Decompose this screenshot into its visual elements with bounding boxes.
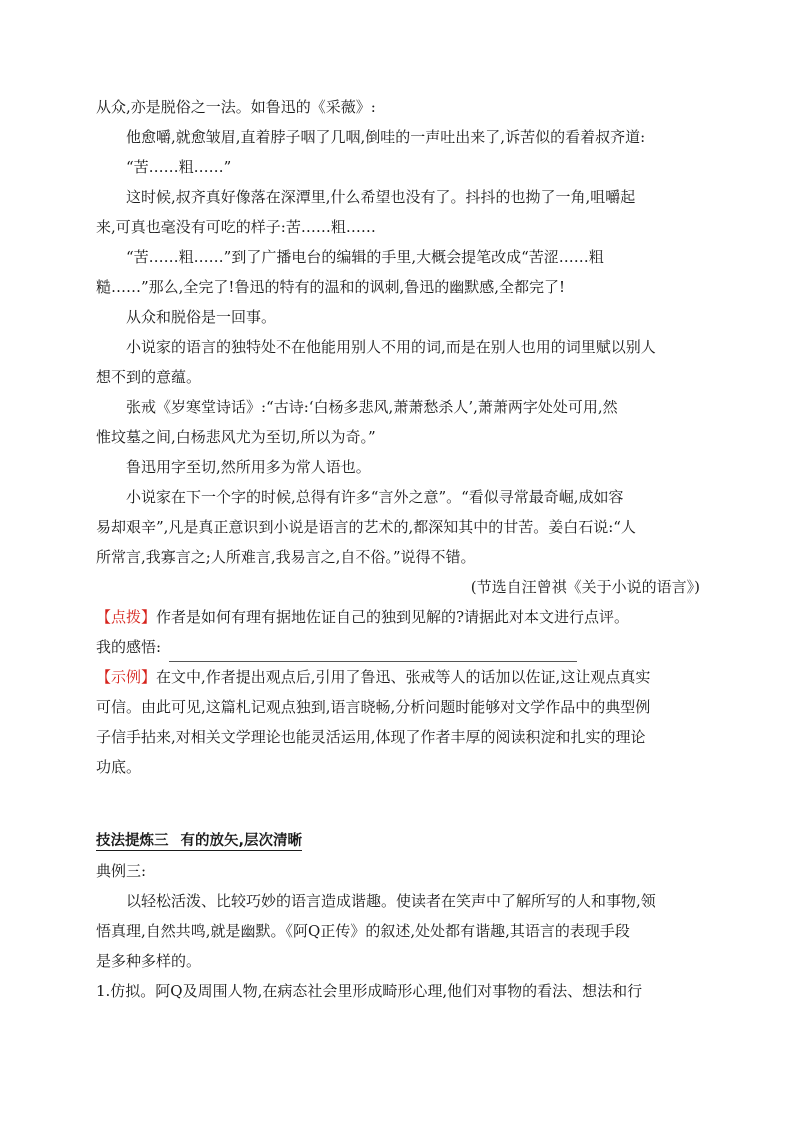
paragraph-line: 所常言,我寡言之;人所难言,我易言之,自不俗。”说得不错。 [96,548,476,566]
reflection-line [96,632,700,662]
tip-label: 【点拨】 [96,608,157,626]
paragraph-line: 从众和脱俗是一回事。 [126,308,277,326]
paragraph-line: 糙……”那么,全完了!鲁迅的特有的温和的讽刺,鲁迅的幽默感,全都完了! [96,278,566,296]
example-label: 【示例】 [96,668,157,686]
example-text: 在文中,作者提出观点后,引用了鲁迅、张戒等人的话加以佐证,这让观点真实 [156,668,651,686]
list-item: 1.仿拟。阿Q及周围人物,在病态社会里形成畸形心理,他们对事物的看法、想法和行 [96,982,643,1000]
example-line: 可信。由此可见,这篇札记观点独到,语言晓畅,分析问题时能够对文学作品中的典型例 [96,698,651,716]
quote-line: 他愈嚼,就愈皱眉,直着脖子咽了几咽,倒哇的一声吐出来了,诉苦似的看着叔齐道: [126,128,646,146]
reflection-answer-blank[interactable] [169,643,577,662]
section-spacer [96,782,700,826]
tip-line [96,602,700,632]
case-line: 是多种多样的。 [96,952,202,970]
paragraph-line: 从众,亦是脱俗之一法。如鲁迅的《采薇》: [96,98,376,116]
paragraph-line: 张戒《岁寒堂诗话》:“古诗:‘白杨多悲风,萧萧愁杀人’,萧萧两字处处可用,然 [126,398,618,416]
section-heading-part-a: 技法提炼三 [96,833,169,849]
case-line: 以轻松活泼、比较巧妙的语言造成谐趣。使读者在笑声中了解所写的人和事物,领 [126,892,656,910]
paragraph-line: 鲁迅用字至切,然所用多为常人语也。 [126,458,371,476]
paragraph-line: 小说家的语言的独特处不在他能用别人不用的词,而是在别人也用的词里赋以别人 [126,338,656,356]
quote-line: 来,可真也毫没有可吃的样子:苦……粗…… [96,218,376,236]
document-page [96,92,700,1006]
section-heading-text [96,833,302,851]
example-line: 功底。 [96,758,142,776]
paragraph-line: 惟坟墓之间,白杨悲风尤为至切,所以为奇。” [96,428,376,446]
quote-line: 这时候,叔齐真好像落在深潭里,什么希望也没有了。抖抖的也拗了一角,咀嚼起 [126,188,636,206]
example-line [96,662,700,692]
example-line: 子信手拈来,对相关文学理论也能灵活运用,体现了作者丰厚的阅读积淀和扎实的理论 [96,728,646,746]
paragraph-line: 小说家在下一个字的时候,总得有许多“言外之意”。“看似寻常最奇崛,成如容 [126,488,624,506]
quote-line: “苦……粗……” [126,158,232,176]
source-citation: (节选自汪曾祺《关于小说的语言》) [470,578,700,596]
paragraph-line: 易却艰辛”,凡是真正意识到小说是语言的艺术的,都深知其中的甘苦。姜白石说:“人 [96,518,636,536]
paragraph-line: 想不到的意蕴。 [96,368,202,386]
section-heading [96,826,700,856]
section-heading-part-b: 有的放矢,层次清晰 [180,833,303,849]
case-label: 典例三: [96,862,147,880]
paragraph-line: “苦……粗……”到了广播电台的编辑的手里,大概会提笔改成“苦涩……粗 [126,248,604,266]
case-line: 悟真理,自然共鸣,就是幽默。《阿Q正传》的叙述,处处都有谐趣,其语言的表现手段 [96,922,630,940]
tip-text: 作者是如何有理有据地佐证自己的独到见解的?请据此对本文进行点评。 [156,608,630,626]
reflection-label: 我的感悟: [96,638,162,656]
